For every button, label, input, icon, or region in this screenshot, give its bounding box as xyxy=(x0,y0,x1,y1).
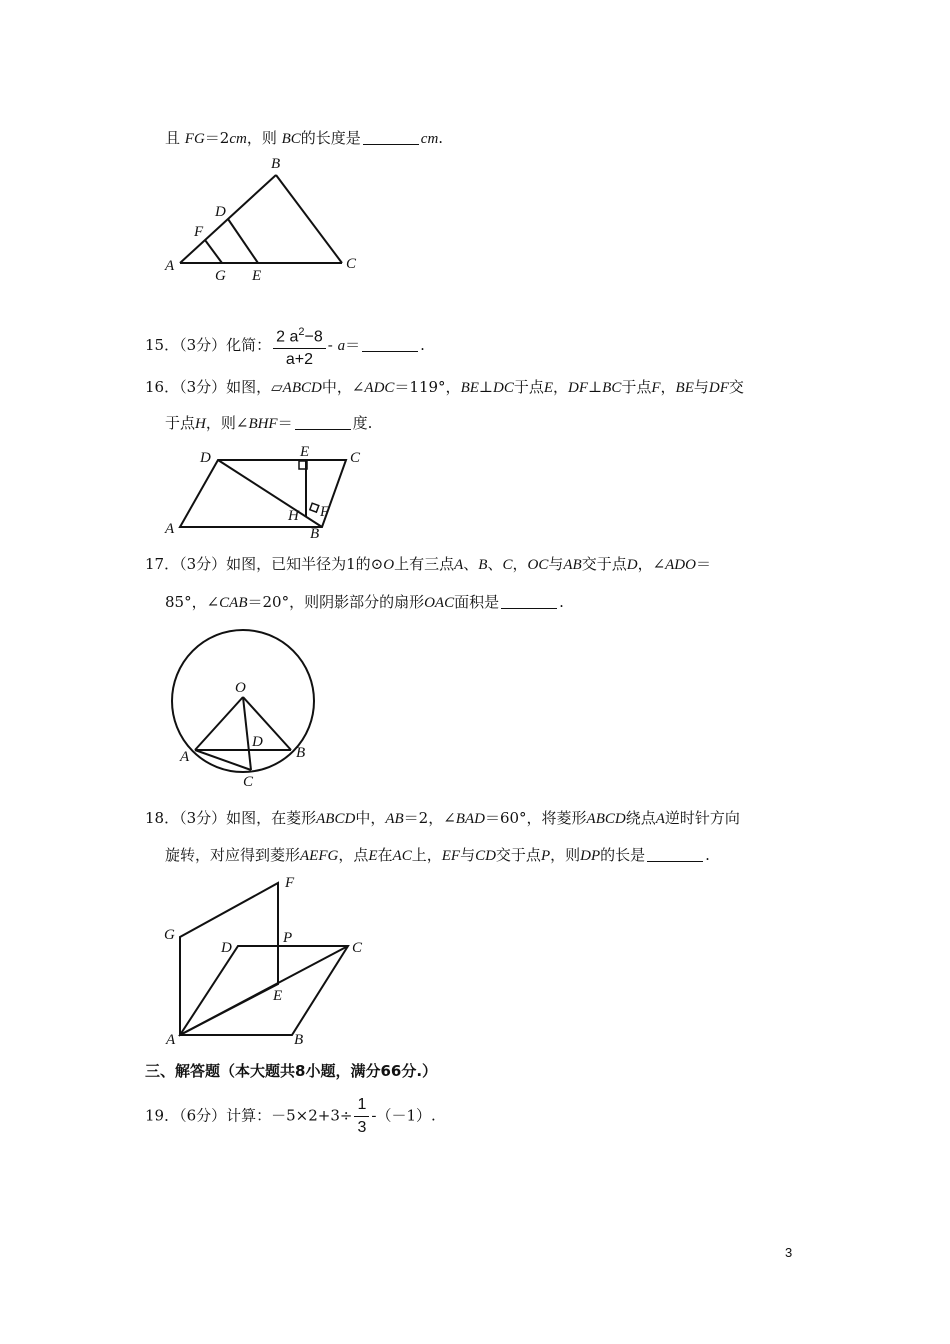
fig18-label-f: F xyxy=(285,875,295,891)
fig18-label-a: A xyxy=(166,1032,176,1048)
question-17-line-2: 85°，∠CAB＝20°，则阴影部分的扇形OAC面积是 . xyxy=(165,593,564,611)
question-16-line-1: 16．（3分）如图，▱ABCD中，∠ADC＝119°，BE⊥DC于点E，DF⊥BC于点F，BE与DF交 xyxy=(145,378,744,396)
q15-fraction: $\frac{2 a^2-8}{a+2}$ xyxy=(273,322,326,370)
fig17-label-c: C xyxy=(243,774,254,790)
fig14-label-c: C xyxy=(346,256,357,272)
fig18-label-g: G xyxy=(164,927,175,943)
fig14-label-f: F xyxy=(194,224,204,240)
q14-tail: 且 FG＝2cm，则 BC的长度是 cm. xyxy=(165,129,444,147)
question-19: 19．（6分）计算：－5×2+3÷ $\frac{1}{3}$ -（－1）. xyxy=(145,1096,436,1136)
fig18-label-d: D xyxy=(221,940,232,956)
question-16-line-2: 于点H，则∠BHF＝ 度. xyxy=(165,414,373,432)
fig16-label-h: H xyxy=(288,508,299,524)
question-18-line-1: 18．（3分）如图，在菱形ABCD中，AB＝2，∠BAD＝60°，将菱形ABCD绕点A逆时针方向 xyxy=(145,809,740,827)
fig16-label-e: E xyxy=(300,444,310,460)
fig14-label-a: A xyxy=(165,258,175,274)
fig18-label-e: E xyxy=(273,988,283,1004)
q19-fraction: $\frac{1}{3}$ xyxy=(354,1095,369,1138)
fig14-label-g: G xyxy=(215,268,226,284)
question-18-line-2: 旋转，对应得到菱形AEFG，点E在AC上，EF与CD交于点P，则DP的长是 . xyxy=(165,846,710,864)
fig17-label-a: A xyxy=(180,749,190,765)
fig16-label-a: A xyxy=(165,521,175,537)
page-number: 3 xyxy=(785,1245,793,1260)
fig17-label-d: D xyxy=(252,734,263,750)
fig14-label-b: B xyxy=(271,156,281,172)
fig18-label-b: B xyxy=(294,1032,304,1048)
section-heading: 三、解答题（本大题共8小题，满分66分.） xyxy=(145,1062,438,1080)
fig16-label-c: C xyxy=(350,450,361,466)
fig17-label-b: B xyxy=(296,745,306,761)
fig14-label-e: E xyxy=(252,268,262,284)
fig18-label-c: C xyxy=(352,940,363,956)
question-15: 15．（3分）化简： $\frac{2 a^2-8}{a+2}$ - a＝ . xyxy=(145,322,425,370)
fig16-label-d: D xyxy=(200,450,211,466)
fig18-label-p: P xyxy=(283,930,293,946)
question-17-line-1: 17．（3分）如图，已知半径为1的⊙O上有三点A、B、C，OC与AB交于点D，∠ADO＝ xyxy=(145,555,711,573)
fig14-label-d: D xyxy=(215,204,226,220)
fig17-label-o: O xyxy=(235,680,246,696)
fig16-label-f: F xyxy=(320,504,330,520)
fig16-label-b: B xyxy=(310,526,320,542)
